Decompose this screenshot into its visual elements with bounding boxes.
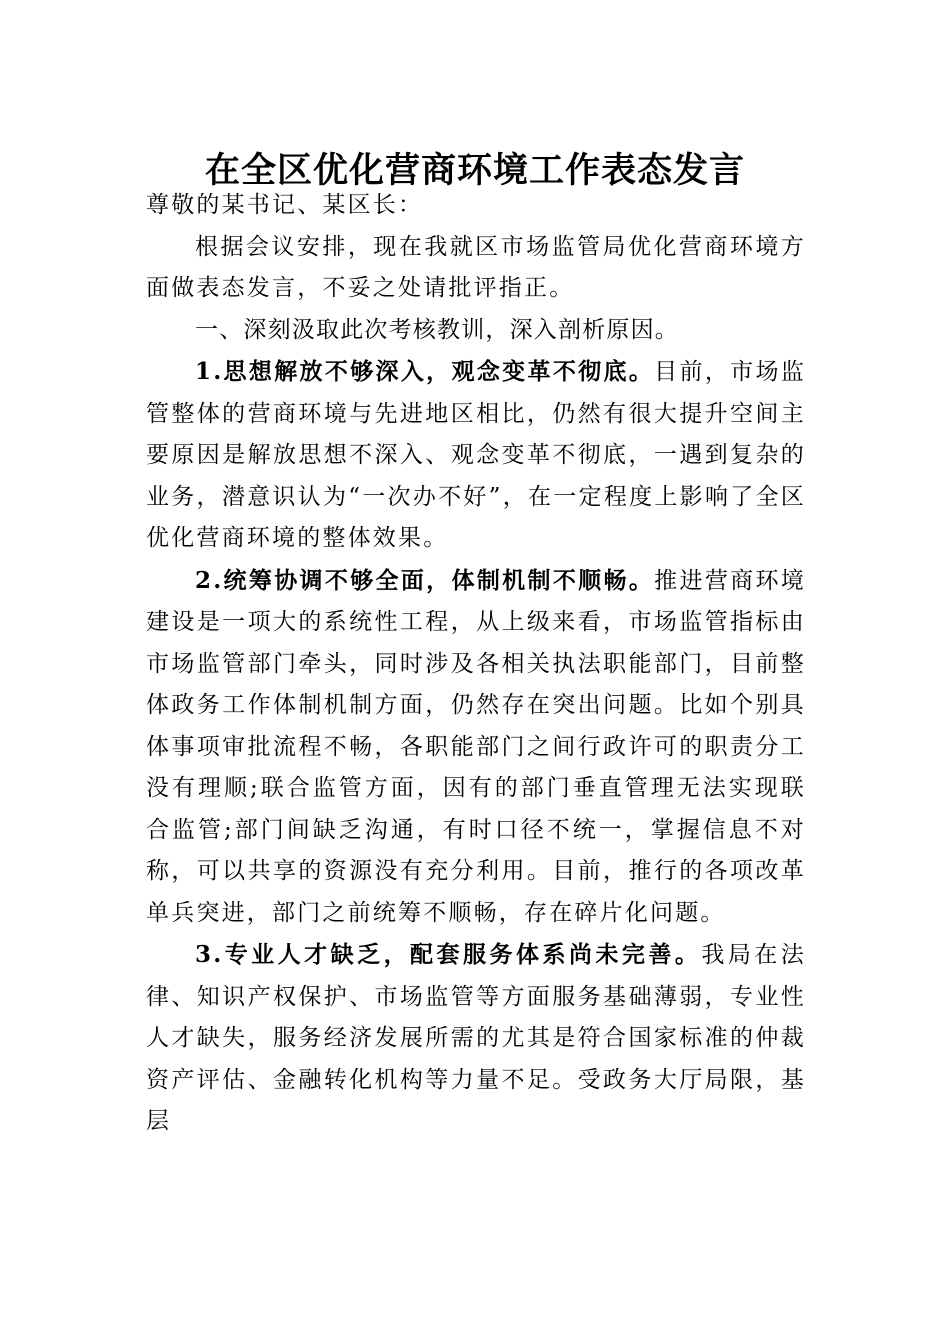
point-paragraph-3 <box>146 934 806 1143</box>
document-body <box>146 185 806 1143</box>
intro-paragraph: 根据会议安排，现在我就区市场监管局优化营商环境方面做表态发言，不妥之处请批评指正。 <box>146 233 806 301</box>
point-lead-3: 3.专业人才缺乏，配套服务体系尚未完善。 <box>195 941 702 968</box>
section-heading: 一、深刻汲取此次考核教训，深入剖析原因。 <box>195 316 679 343</box>
point-lead-1: 1.思想解放不够深入，观念变革不彻底。 <box>195 358 655 385</box>
point-paragraph-2 <box>146 560 806 935</box>
point-text-1: 目前，市场监管整体的营商环境与先进地区相比，仍然有很大提升空间主要原因是解放思想不深入、观念变革不彻底，一遇到复杂的业务，潜意识认为“一次办不好”，在一定程度上影响了全区优化营商环境的整体效果。 <box>146 359 807 551</box>
point-lead-2: 2.统筹协调不够全面，体制机制不顺畅。 <box>195 566 655 594</box>
point-text-2: 推进营商环境建设是一项大的系统性工程，从上级来看，市场监管指标由市场监管部门牵头，同时涉及各相关执法职能部门，目前整体政务工作体制机制方面，仍然存在突出问题。比如个别具体事项审批流程不畅，各职能部门之间行政许可的职责分工没有理顺;联合监管方面，因有的部门垂直管理无法实现联合监管;部门间缺乏沟通，有时口径不统一，掌握信息不对称，可以共享的资源没有充分利用。目前，推行的各项改革单兵突进，部门之前统筹不顺畅，存在碎片化问题。 <box>146 567 807 926</box>
point-text-3: 我局在法律、知识产权保护、市场监管等方面服务基础薄弱，专业性人才缺失，服务经济发展所需的尤其是符合国家标准的仲裁资产评估、金融转化机构等力量不足。受政务大厅局限，基层 <box>146 942 806 1134</box>
salutation: 尊敬的某书记、某区长： <box>146 192 424 218</box>
document-title: 在全区优化营商环境工作表态发言 <box>204 150 745 192</box>
point-paragraph-1 <box>146 351 806 560</box>
